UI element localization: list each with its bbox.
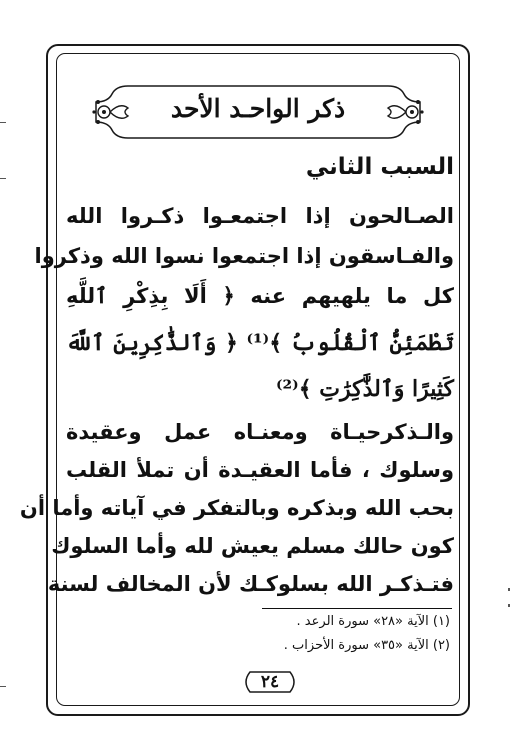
scan-mark xyxy=(0,122,6,123)
scan-mark xyxy=(508,588,510,591)
quran-verse-line: تَطْمَئِنُّ ٱلْقُلُوبُ ﴾⁽¹⁾ ﴿ وَٱلذَّٰكِرِينَ ٱللَّهَ xyxy=(66,330,454,356)
text-line: والـذكرحيـاة ومعنـاه عمل وعقيدة xyxy=(66,420,454,444)
text-line: بحب الله وبذكره وبالتفكر في آياته وأما أن xyxy=(19,496,454,520)
text-line: فتـذكـر الله بسلوكـك لأن المخالف لسنة xyxy=(47,572,454,596)
page-number: ٢٤ xyxy=(260,672,280,692)
scan-mark xyxy=(0,178,6,179)
text-line: والفـاسقون إذا اجتمعوا نسوا الله وذكروا xyxy=(34,244,454,268)
chapter-title: ذكر الواحـد الأحد xyxy=(170,94,346,123)
header-banner xyxy=(88,80,428,144)
text-line: كل ما يلهيهم عنه ﴿ أَلَا بِذِكْرِ ٱللَّهِ xyxy=(66,284,454,308)
text-line: كون حالك مسلم يعيش لله وأما السلوك xyxy=(51,534,454,558)
scan-mark xyxy=(0,686,6,687)
footnote-divider xyxy=(262,608,452,609)
footnote: (١) الآية «٢٨» سورة الرعد . xyxy=(296,614,450,629)
footnote: (٢) الآية «٣٥» سورة الأحزاب . xyxy=(283,638,450,653)
page-number-badge xyxy=(240,670,300,694)
section-heading: السبب الثاني xyxy=(305,154,454,180)
scan-mark xyxy=(508,604,510,607)
text-line: وسلوك ، فأما العقيـدة أن تملأ القلب xyxy=(66,458,454,482)
quran-verse-line: كَثِيرًا وَٱلذَّٰكِرَٰتِ ﴾⁽²⁾ xyxy=(275,376,454,402)
text-line: الصـالحون إذا اجتمعـوا ذكـروا الله xyxy=(66,204,454,228)
